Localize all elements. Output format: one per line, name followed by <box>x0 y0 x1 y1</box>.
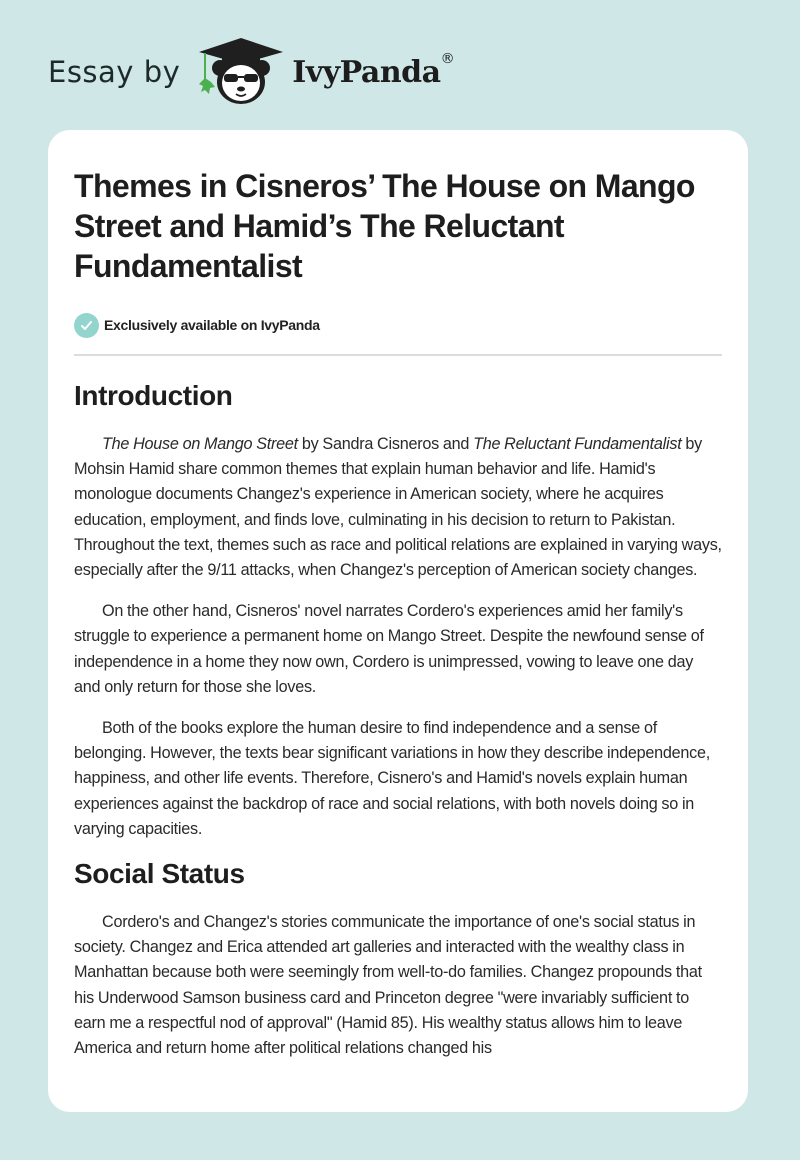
paragraph-text: by Sandra Cisneros and <box>297 435 474 453</box>
registered-mark: ® <box>440 50 455 67</box>
brand-name-text: IvyPanda <box>292 54 441 90</box>
book-title-italic: The House on Mango Street <box>102 435 298 453</box>
paragraph: Cordero's and Changez's stories communicate the importance of one's social status in society. Changez and Erica attended art galleries and interacted with the wealthy class in Manhattan because both were seemingly from well-to-do families. Changez propounds that his Underwood Samson business card and Princeton degree "were invariably sufficient to earn me a respectful nod of approval" (Hamid 85). His wealthy status allows him to leave America and return home after political relations changed his <box>74 913 702 1058</box>
brand-header <box>48 36 454 108</box>
brand-name <box>292 50 455 90</box>
brand-prefix: Essay by <box>48 55 181 89</box>
section-heading-introduction: Introduction <box>74 380 233 411</box>
section-heading-social-status: Social Status <box>74 858 245 890</box>
divider <box>74 354 722 356</box>
exclusive-badge-text: Exclusively available on IvyPanda <box>104 317 320 333</box>
panda-graduate-icon <box>198 36 284 108</box>
check-circle-icon <box>74 313 99 338</box>
paragraph <box>74 432 722 583</box>
essay-title: Themes in Cisneros’ The House on Mango Street and Hamid’s The Reluctant Fundamentalist <box>74 168 695 284</box>
paragraph-text: by Mohsin Hamid share common themes that explain human behavior and life. Hamid's monologue documents Changez's experience in American society, where he acquires education, employment, and finds love, culminating in his decision to return to Pakistan. Throughout the text, themes such as race and political relations are explained in varying ways, especially after the 9/11 attacks, when Changez's perception of American society changes. <box>74 435 722 580</box>
book-title-italic: The Reluctant Fundamentalist <box>473 435 682 453</box>
essay-card <box>48 130 748 1112</box>
exclusive-badge <box>74 312 722 338</box>
paragraph: On the other hand, Cisneros' novel narrates Cordero's experiences amid her family's struggle to experience a permanent home on Mango Street. Despite the newfound sense of independence in a home they now own, Cordero is unimpressed, vowing to leave one day and only return for those she loves. <box>74 602 704 696</box>
paragraph: Both of the books explore the human desire to find independence and a sense of belonging. However, the texts bear significant variations in how they describe independence, happiness, and other life events. Therefore, Cisnero's and Hamid's novels explain human experiences against the backdrop of race and social relations, with both novels doing so in varying capacities. <box>74 719 710 838</box>
